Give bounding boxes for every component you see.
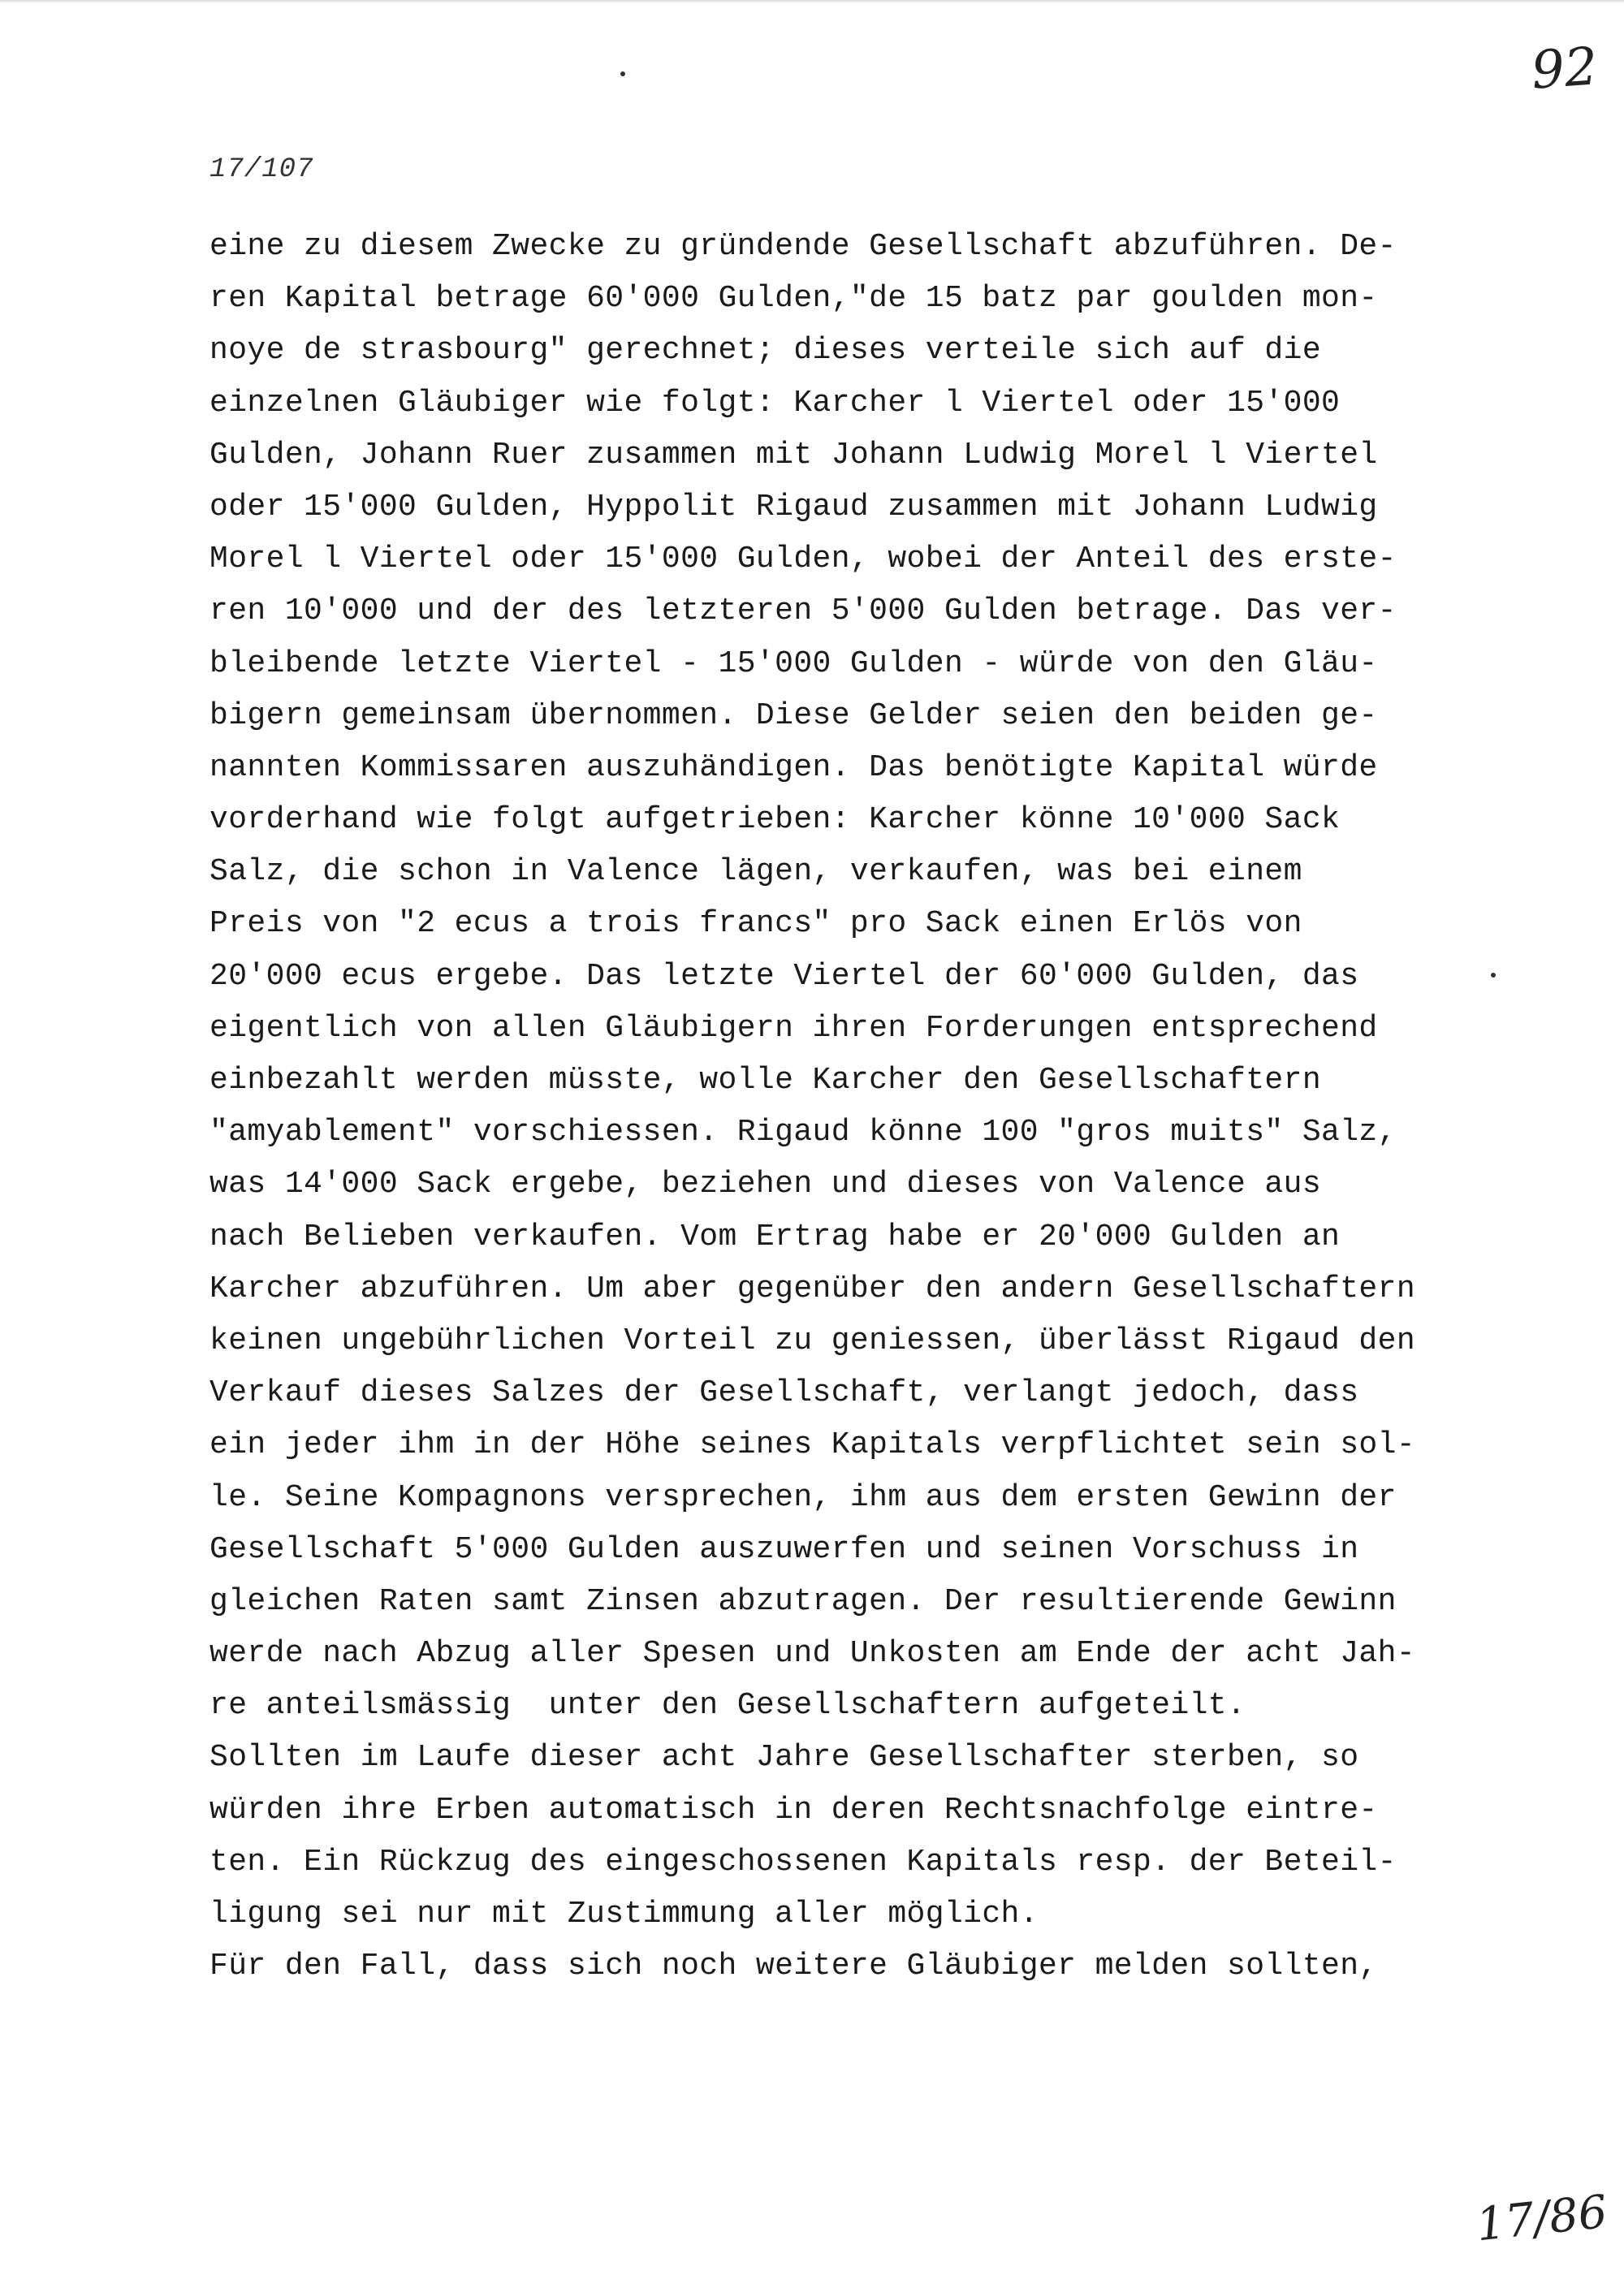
text-line: ten. Ein Rückzug des eingeschossenen Kapitals resp. der Beteil- <box>209 1844 1397 1880</box>
text-line: was 14'000 Sack ergebe, beziehen und dieses von Valence aus <box>209 1167 1322 1202</box>
text-line: Morel l Viertel oder 15'000 Gulden, wobei der Anteil des erste- <box>209 542 1397 577</box>
text-line: 20'000 ecus ergebe. Das letzte Viertel der 60'000 Gulden, das <box>209 958 1359 994</box>
text-line: Gesellschaft 5'000 Gulden auszuwerfen und seinen Vorschuss in <box>209 1531 1359 1567</box>
handwritten-page-number: 92 <box>1529 37 1600 101</box>
text-line: ligung sei nur mit Zustimmung aller möglich. <box>209 1897 1039 1932</box>
text-line: ren Kapital betrage 60'000 Gulden,"de 15 batz par goulden mon- <box>209 281 1378 317</box>
text-line: bigern gemeinsam übernommen. Diese Gelder seien den beiden ge- <box>209 697 1378 733</box>
scan-speck <box>1491 973 1496 978</box>
text-line: nach Belieben verkaufen. Vom Ertrag habe er 20'000 Gulden an <box>209 1219 1341 1254</box>
text-line: werde nach Abzug aller Spesen und Unkosten am Ende der acht Jah- <box>209 1636 1416 1672</box>
text-line: nannten Kommissaren auszuhändigen. Das benötigte Kapital würde <box>209 749 1378 785</box>
handwritten-archive-reference-bottom: 17/86 <box>1474 2185 1610 2252</box>
text-line: Karcher abzuführen. Um aber gegenüber den andern Gesellschaftern <box>209 1271 1416 1306</box>
text-line: Für den Fall, dass sich noch weitere Gläubiger melden sollten, <box>209 1949 1378 1984</box>
archive-reference-top: 17/107 <box>209 154 314 185</box>
text-line: keinen ungebührlichen Vorteil zu geniessen, überlässt Rigaud den <box>209 1323 1416 1358</box>
typewritten-body-text <box>209 221 1476 1992</box>
text-line: vorderhand wie folgt aufgetrieben: Karcher könne 10'000 Sack <box>209 802 1341 838</box>
text-line: ren 10'000 und der des letzteren 5'000 Gulden betrage. Das ver- <box>209 594 1397 629</box>
text-line: einbezahlt werden müsste, wolle Karcher den Gesellschaftern <box>209 1063 1322 1098</box>
text-line: gleichen Raten samt Zinsen abzutragen. Der resultierende Gewinn <box>209 1583 1397 1619</box>
scan-edge <box>0 0 1624 3</box>
text-line: "amyablement" vorschiessen. Rigaud könne 100 "gros muits" Salz, <box>209 1115 1397 1150</box>
text-line: ein jeder ihm in der Höhe seines Kapitals verpflichtet sein sol- <box>209 1427 1416 1463</box>
text-line: oder 15'000 Gulden, Hyppolit Rigaud zusammen mit Johann Ludwig <box>209 489 1378 525</box>
text-line: Salz, die schon in Valence lägen, verkaufen, was bei einem <box>209 854 1302 890</box>
text-line: eigentlich von allen Gläubigern ihren Forderungen entsprechend <box>209 1010 1378 1046</box>
text-line: le. Seine Kompagnons versprechen, ihm aus dem ersten Gewinn der <box>209 1479 1397 1515</box>
text-line: re anteilsmässig unter den Gesellschaftern aufgeteilt. <box>209 1688 1246 1724</box>
text-line: Sollten im Laufe dieser acht Jahre Gesellschafter sterben, so <box>209 1740 1359 1776</box>
scan-speck <box>620 71 625 76</box>
text-line: Gulden, Johann Ruer zusammen mit Johann Ludwig Morel l Viertel <box>209 437 1378 473</box>
text-line: noye de strasbourg" gerechnet; dieses verteile sich auf die <box>209 333 1322 369</box>
text-line: einzelnen Gläubiger wie folgt: Karcher l Viertel oder 15'000 <box>209 385 1341 421</box>
text-line: würden ihre Erben automatisch in deren Rechtsnachfolge eintre- <box>209 1792 1378 1828</box>
text-line: bleibende letzte Viertel - 15'000 Gulden - würde von den Gläu- <box>209 645 1378 681</box>
text-line: Preis von "2 ecus a trois francs" pro Sack einen Erlös von <box>209 906 1302 942</box>
text-line: Verkauf dieses Salzes der Gesellschaft, verlangt jedoch, dass <box>209 1375 1359 1411</box>
text-line: eine zu diesem Zwecke zu gründende Gesellschaft abzuführen. De- <box>209 229 1397 264</box>
